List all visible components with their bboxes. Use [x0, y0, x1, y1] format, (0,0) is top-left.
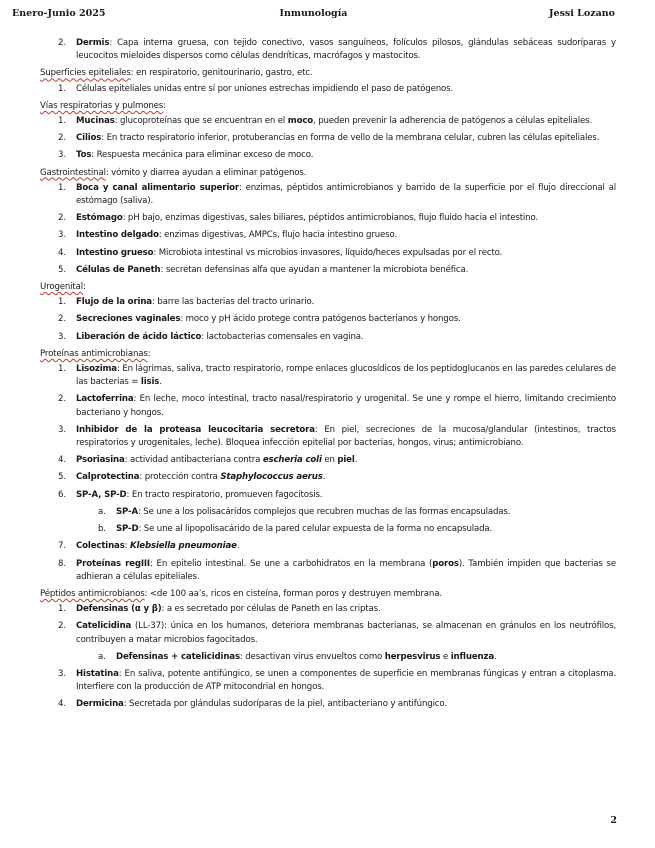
list-item: 2. Cilios: En tracto respiratorio inferior, protuberancias en forma de vello de la membrana celular, cubren las células epiteliales. [58, 133, 600, 144]
section-heading: Vías respiratorias y pulmones: [40, 100, 166, 111]
list-item: 2. Estómago: pH bajo, enzimas digestivas, sales biliares, péptidos antimicrobianos, flujo fluido hacia el intestino. [58, 213, 538, 224]
sub-list-item: a. SP-A: Se une a los polisacáridos complejos que recubren muchas de las formas encapsuladas. [98, 506, 511, 517]
gastro-list [40, 182, 616, 277]
list-item: 5. Células de Paneth: secretan defensinas alfa que ayudan a mantener la microbiota benéfica. [58, 264, 469, 275]
list-item: 2. Lactoferrina: En leche, moco intestinal, tracto nasal/respiratorio y urogenital. Se une y rompe el hierro, limitando crecimiento bacteriano y hongos. [58, 394, 616, 418]
defensinas-sublist [40, 651, 616, 664]
section-heading: Urogenital: [40, 282, 86, 293]
list-item: 3. Histatina: En saliva, potente antifúngico, se unen a componentes de superficie en membranas fúngicas y entran a citoplasma. Interfiere con la producción de ATP mitocondrial en hongos. [58, 668, 616, 693]
list-item: 2. Secreciones vaginales: moco y pH ácido protege contra patógenos bacterianos y hongos. [58, 314, 461, 325]
header-author: Jessi Lozano [549, 8, 615, 19]
superficies-list [40, 83, 616, 96]
peptidos-list [40, 603, 616, 647]
list-item: 1. Lisozima: En lágrimas, saliva, tracto respiratorio, rompe enlaces glucosídicos de los peptidoglucanos en las paredes celulares de las bacterias = lisis. [58, 364, 616, 388]
proteinas-list-cont [40, 540, 616, 584]
list-item: 3. Intestino delgado: enzimas digestivas, AMPCs, flujo hacia intestino grueso. [58, 230, 398, 241]
list-item: 3. Inhibidor de la proteasa leucocitaria secretora: En piel, secreciones de la mucosa/glandular (intestinos, tractos respiratorios y urogenitales, leche). Bloquea infección epitelial por bacterias, hongos, virus; antimicrobiano. [58, 424, 616, 449]
list-item: 8. Proteínas regIII: En epitelio intestinal. Se une a carbohidratos en la membrana (poros). También impiden que bacterias se adhieran a células epiteliales. [58, 558, 616, 582]
list-item: 2. Dermis: Capa interna gruesa, con tejido conectivo, vasos sanguíneos, folículos pilosos, glándulas sebáceas sudoríparas y leucocitos mieloides dispersos como células dendríticas, macrófagos y mastocitos. [58, 38, 616, 62]
list-item: 2. Catelicidina (LL-37): única en los humanos, deteriora membranas bacterianas, se almacenan en gránulos en los neutrófilos, contribuyen a matar microbios fagocitados. [58, 621, 616, 645]
page-number: 2 [610, 815, 617, 826]
header-subject: Inmunología [279, 8, 348, 19]
item-term: Dermis [76, 38, 110, 48]
header-date: Enero-Junio 2025 [12, 8, 106, 19]
proteinas-list [40, 363, 616, 502]
urogenital-list [40, 296, 616, 344]
list-item: 5. Calprotectina: protección contra Staphylococcus aerus. [58, 472, 326, 483]
section-heading: Gastrointestinal: vómito y diarrea ayudan a eliminar patógenos. [40, 167, 307, 178]
list-item: 4. Psoriasina: actividad antibacteriana contra escheria coli en piel. [58, 455, 358, 466]
list-item: 1. Flujo de la orina: barre las bacterias del tracto urinario. [58, 297, 315, 308]
list-item: 3. Liberación de ácido láctico: lactobacterias comensales en vagina. [58, 331, 364, 342]
peptidos-list-cont [40, 668, 616, 712]
list-item: 4. Dermicina: Secretada por glándulas sudoríparas de la piel, antibacteriano y antifúngico. [58, 699, 447, 710]
list-item: 1. Mucinas: glucoproteínas que se encuentran en el moco, pueden prevenir la adherencia de patógenos a células epiteliales. [58, 116, 593, 127]
list-item: 1. Defensinas (α y β): a es secretado por células de Paneth en las criptas. [58, 604, 381, 615]
document-body [40, 37, 616, 716]
list-item: 6. SP-A, SP-D: En tracto respiratorio, promueven fagocitosis. [58, 489, 323, 500]
list-item: 1. Células epiteliales unidas entre sí por uniones estrechas impidiendo el paso de patógenos. [58, 83, 454, 94]
dermis-list [40, 37, 616, 63]
list-item: 7. Colectinas: Klebsiella pneumoniae. [58, 541, 240, 552]
list-item: 4. Intestino grueso: Microbiota intestinal vs microbios invasores, líquido/heces expulsadas por el recto. [58, 247, 503, 258]
sub-list-item: b. SP-D: Se une al lipopolisacárido de la pared celular expuesta de la forma no encapsulada. [98, 524, 493, 535]
list-item: 1. Boca y canal alimentario superior: enzimas, péptidos antimicrobianos y barrido de la superficie por el flujo direccional al estómago (saliva). [58, 182, 616, 207]
section-heading: Superficies epiteliales: en respiratorio, genitourinario, gastro, etc. [40, 68, 313, 79]
sp-sublist [40, 506, 616, 536]
list-item: 3. Tos: Respuesta mecánica para eliminar exceso de moco. [58, 150, 314, 161]
sub-list-item: a. Defensinas + catelicidinas: desactivan virus envueltos como herpesvirus e influenza. [98, 651, 497, 662]
section-heading: Proteínas antimicrobianas: [40, 348, 151, 359]
page-header [12, 8, 615, 22]
vias-list [40, 115, 616, 163]
section-heading: Péptidos antimicrobianos: <de 100 aa’s, ricos en cisteína, forman poros y destruyen membrana. [40, 588, 442, 599]
